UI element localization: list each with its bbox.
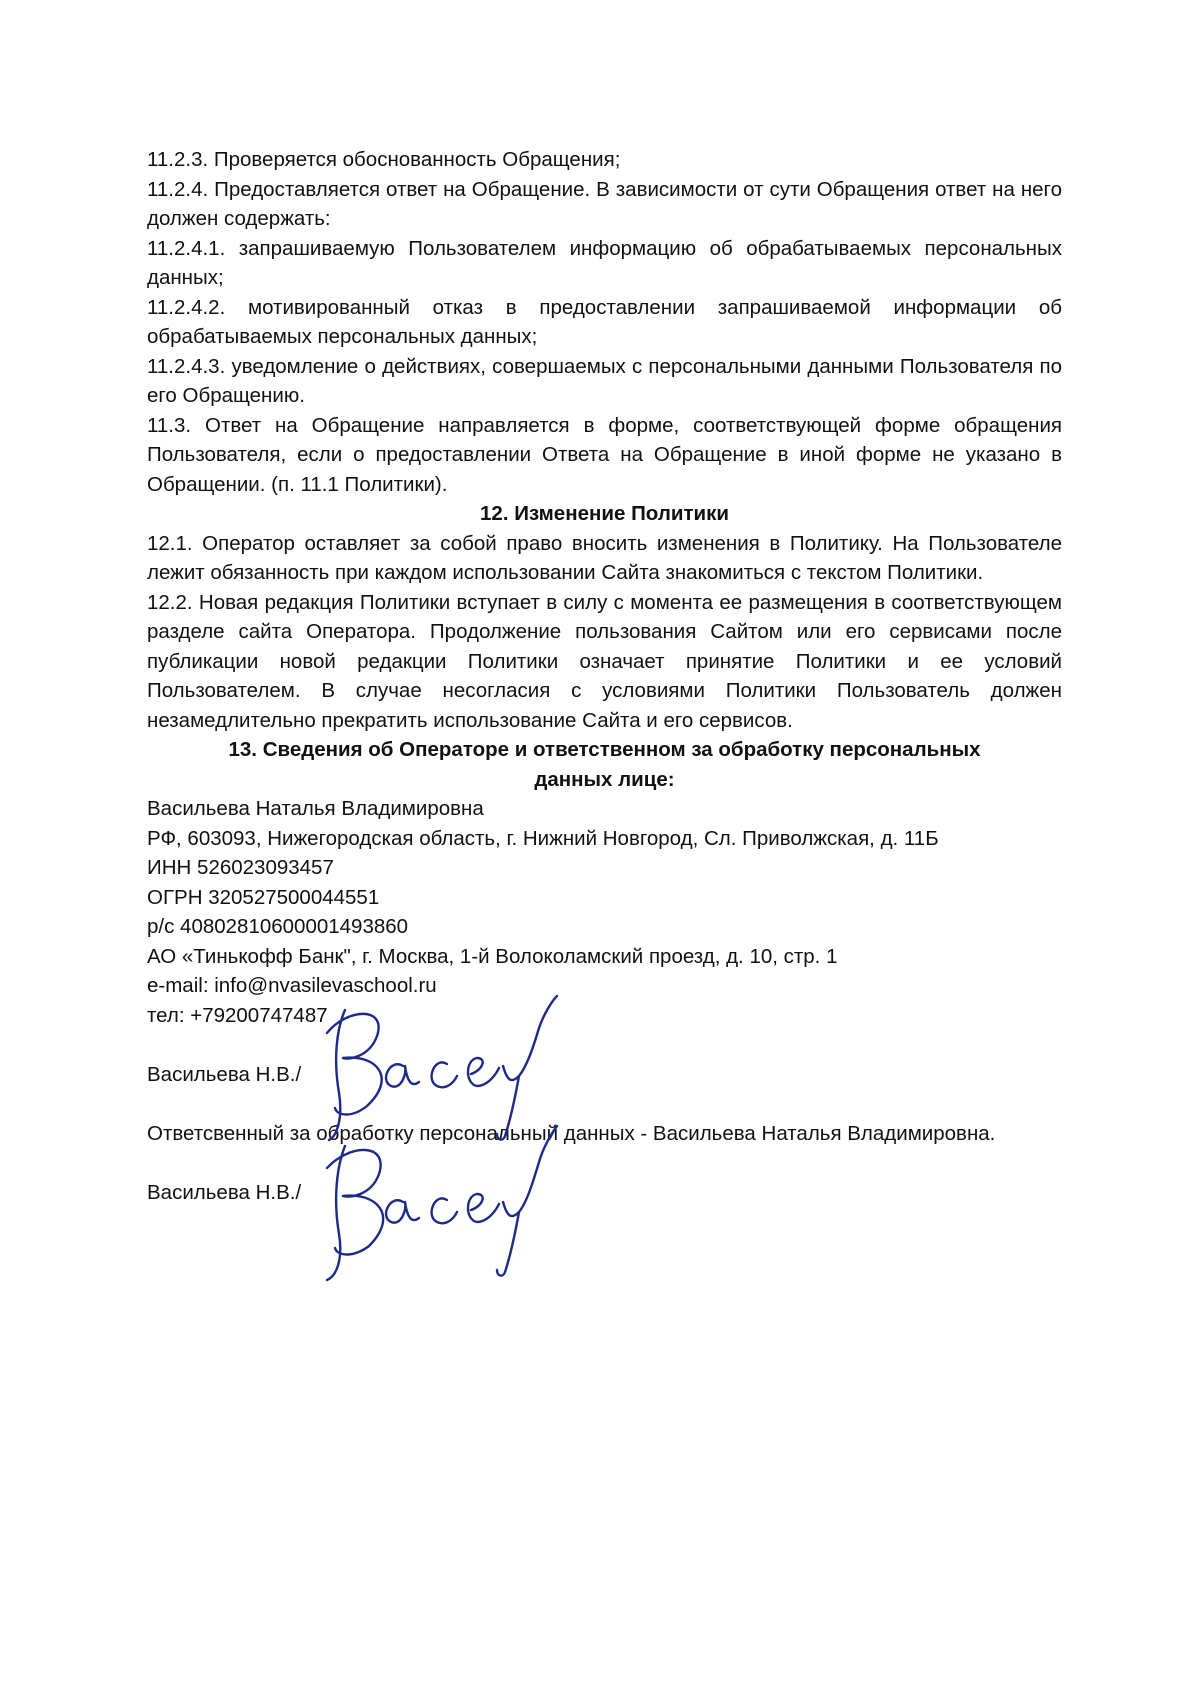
signature-name-1: Васильева Н.В./ <box>147 1062 302 1086</box>
spacer <box>147 1089 1062 1119</box>
operator-ogrn: ОГРН 320527500044551 <box>147 885 380 909</box>
operator-email: e-mail: info@nvasilevaschool.ru <box>147 974 437 997</box>
signature-line-1 <box>147 1060 1062 1090</box>
clause-12-2: 12.2. Новая редакция Политики вступает в силу с момента ее размещения в соответствующем разделе сайта Оператора. Продолжение пользования Сайтом или его сервисами после публикации новой редакции Политики означает принятие Политики и ее условий Пользователем. В случае несогласия с условиями Политики Пользователь должен незамедлительно прекратить использование Сайта и его сервисов. <box>147 590 1062 732</box>
responsible-person: Ответсвенный за обработку персональный данных - Васильева Наталья Владимировна. <box>147 1121 996 1145</box>
document-body <box>147 145 1062 1207</box>
clause-12-1: 12.1. Оператор оставляет за собой право вносить изменения в Политику. На Пользователе лежит обязанность при каждом использовании Сайта знакомиться с текстом Политики. <box>147 531 1062 584</box>
signature-line-2 <box>147 1178 1062 1208</box>
section-13-heading-line-2: данных лице: <box>534 767 675 791</box>
operator-inn: ИНН 526023093457 <box>147 856 334 879</box>
operator-name: Васильева Наталья Владимировна <box>147 797 484 820</box>
clause-11-2-4-1: 11.2.4.1. запрашиваемую Пользователем информацию об обрабатываемых персональных данных; <box>147 236 1062 289</box>
clause-11-2-4-2: 11.2.4.2. мотивированный отказ в предоставлении запрашиваемой информации об обрабатываемых персональных данных; <box>147 295 1062 348</box>
spacer <box>147 1030 1062 1060</box>
section-13-heading-line-1: 13. Сведения об Операторе и ответственном за обработку персональных <box>228 738 981 761</box>
operator-bank: АО «Тинькофф Банк", г. Москва, 1-й Волоколамский проезд, д. 10, стр. 1 <box>147 944 838 968</box>
operator-address: РФ, 603093, Нижегородская область, г. Нижний Новгород, Сл. Приволжская, д. 11Б <box>147 826 939 850</box>
clause-11-2-3: 11.2.3. Проверяется обоснованность Обращения; <box>147 148 621 171</box>
spacer <box>147 1148 1062 1178</box>
clause-11-2-4: 11.2.4. Предоставляется ответ на Обращение. В зависимости от сути Обращения ответ на него должен содержать: <box>147 177 1062 230</box>
clause-11-2-4-3: 11.2.4.3. уведомление о действиях, совершаемых с персональными данными Пользователя по его Обращению. <box>147 354 1062 407</box>
clause-11-3: 11.3. Ответ на Обращение направляется в форме, соответствующей форме обращения Пользователя, если о предоставлении Ответа на Обращение в иной форме не указано в Обращении. (п. 11.1 Политики). <box>147 413 1062 496</box>
operator-phone: тел: +79200747487 <box>147 1003 328 1027</box>
operator-account: р/с 40802810600001493860 <box>147 915 409 938</box>
section-12-heading: 12. Изменение Политики <box>480 502 729 525</box>
signature-name-2: Васильева Н.В./ <box>147 1180 302 1204</box>
